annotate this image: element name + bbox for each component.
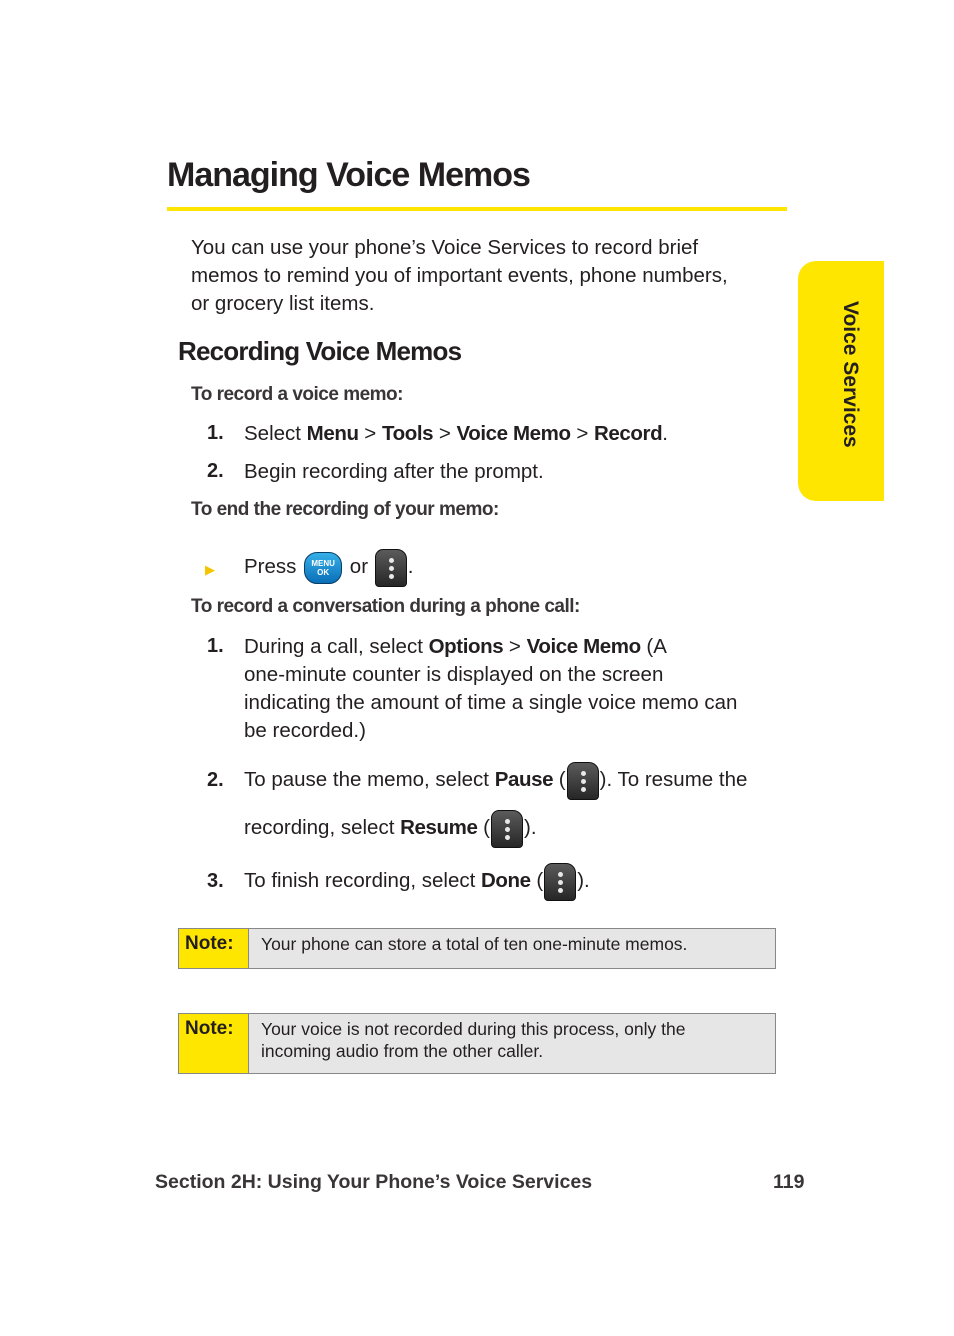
step-number: 2. (207, 460, 224, 482)
menu-ok-key-icon (304, 552, 342, 584)
footer-section: Section 2H: Using Your Phone’s Voice Services (155, 1171, 593, 1193)
page-number: 119 (773, 1171, 805, 1193)
note-text (249, 929, 699, 968)
separator: > (503, 635, 527, 658)
step-text-plain: ). To resume the (599, 768, 748, 791)
step-line: one-minute counter is displayed on the screen (244, 663, 664, 686)
step-text (244, 633, 737, 745)
step-text-plain: Press (244, 555, 303, 578)
intro-line: or grocery list items. (191, 292, 375, 315)
step-text-plain: ( (530, 869, 544, 892)
intro-paragraph (191, 234, 791, 318)
softkey-icon (491, 810, 523, 848)
step-text-plain: recording, select (244, 816, 401, 839)
resume-term: Resume (400, 816, 478, 839)
step-line (244, 806, 747, 850)
softkey-icon (375, 549, 407, 587)
procedure-heading: To record a conversation during a phone call: (191, 596, 580, 617)
bullet-icon: ▶ (205, 562, 215, 577)
step-number: 2. (207, 769, 224, 791)
step-text-plain: ). (577, 869, 590, 892)
ok-key-label: OK (317, 567, 330, 577)
step-line: indicating the amount of time a single voice memo can (244, 691, 738, 714)
step-number: 3. (207, 870, 224, 892)
done-term: Done (481, 869, 531, 892)
note-box (178, 928, 776, 969)
step-text-plain: ( (553, 768, 566, 791)
step-text (244, 420, 668, 448)
step-line (244, 633, 737, 661)
note-line: Your phone can store a total of ten one-minute memos. (261, 934, 688, 954)
step-text (244, 859, 590, 903)
options-term: Options (428, 635, 504, 658)
intro-line: memos to remind you of important events, phone numbers, (191, 264, 728, 287)
note-line: Your voice is not recorded during this process, only the (261, 1019, 686, 1039)
step-text-plain: . (662, 422, 668, 445)
separator: > (358, 422, 382, 445)
step-text-plain: To finish recording, select (244, 869, 482, 892)
step-text-plain: ). (524, 816, 537, 839)
step-line (244, 758, 747, 802)
step-text-plain: . (407, 555, 414, 578)
step-number: 1. (207, 635, 224, 657)
note-box (178, 1013, 776, 1074)
note-label: Note: (179, 1014, 249, 1073)
side-tab (798, 261, 884, 501)
menu-key-label: MENU (311, 558, 335, 568)
note-text (249, 1014, 697, 1073)
menu-term: Menu (306, 422, 359, 445)
procedure-heading: To record a voice memo: (191, 384, 403, 405)
intro-line: You can use your phone’s Voice Services to record brief (191, 236, 699, 259)
step-line: be recorded.) (244, 719, 366, 742)
voice-memo-term: Voice Memo (526, 635, 641, 658)
softkey-icon (544, 863, 576, 901)
step-text-plain: During a call, select (244, 635, 429, 658)
side-tab-label: Voice Services (839, 301, 862, 448)
page-title: Managing Voice Memos (167, 156, 530, 194)
procedure-heading: To end the recording of your memo: (191, 499, 499, 520)
pause-term: Pause (494, 768, 554, 791)
step-text-plain: or (344, 555, 374, 578)
step-text (244, 545, 413, 589)
step-text (244, 758, 747, 850)
separator: > (433, 422, 457, 445)
tools-term: Tools (381, 422, 434, 445)
step-text-plain: ( (477, 816, 490, 839)
softkey-icon (567, 762, 599, 800)
section-heading: Recording Voice Memos (178, 336, 462, 366)
step-text: Begin recording after the prompt. (244, 460, 544, 483)
title-underline (167, 207, 787, 211)
step-text-plain: Select (244, 422, 307, 445)
separator: > (570, 422, 594, 445)
voice-memo-term: Voice Memo (456, 422, 571, 445)
note-label: Note: (179, 929, 249, 968)
step-number: 1. (207, 422, 224, 444)
record-term: Record (594, 422, 663, 445)
step-text-plain: To pause the memo, select (244, 768, 495, 791)
step-text-plain: (A (640, 635, 667, 658)
note-line: incoming audio from the other caller. (261, 1041, 544, 1061)
